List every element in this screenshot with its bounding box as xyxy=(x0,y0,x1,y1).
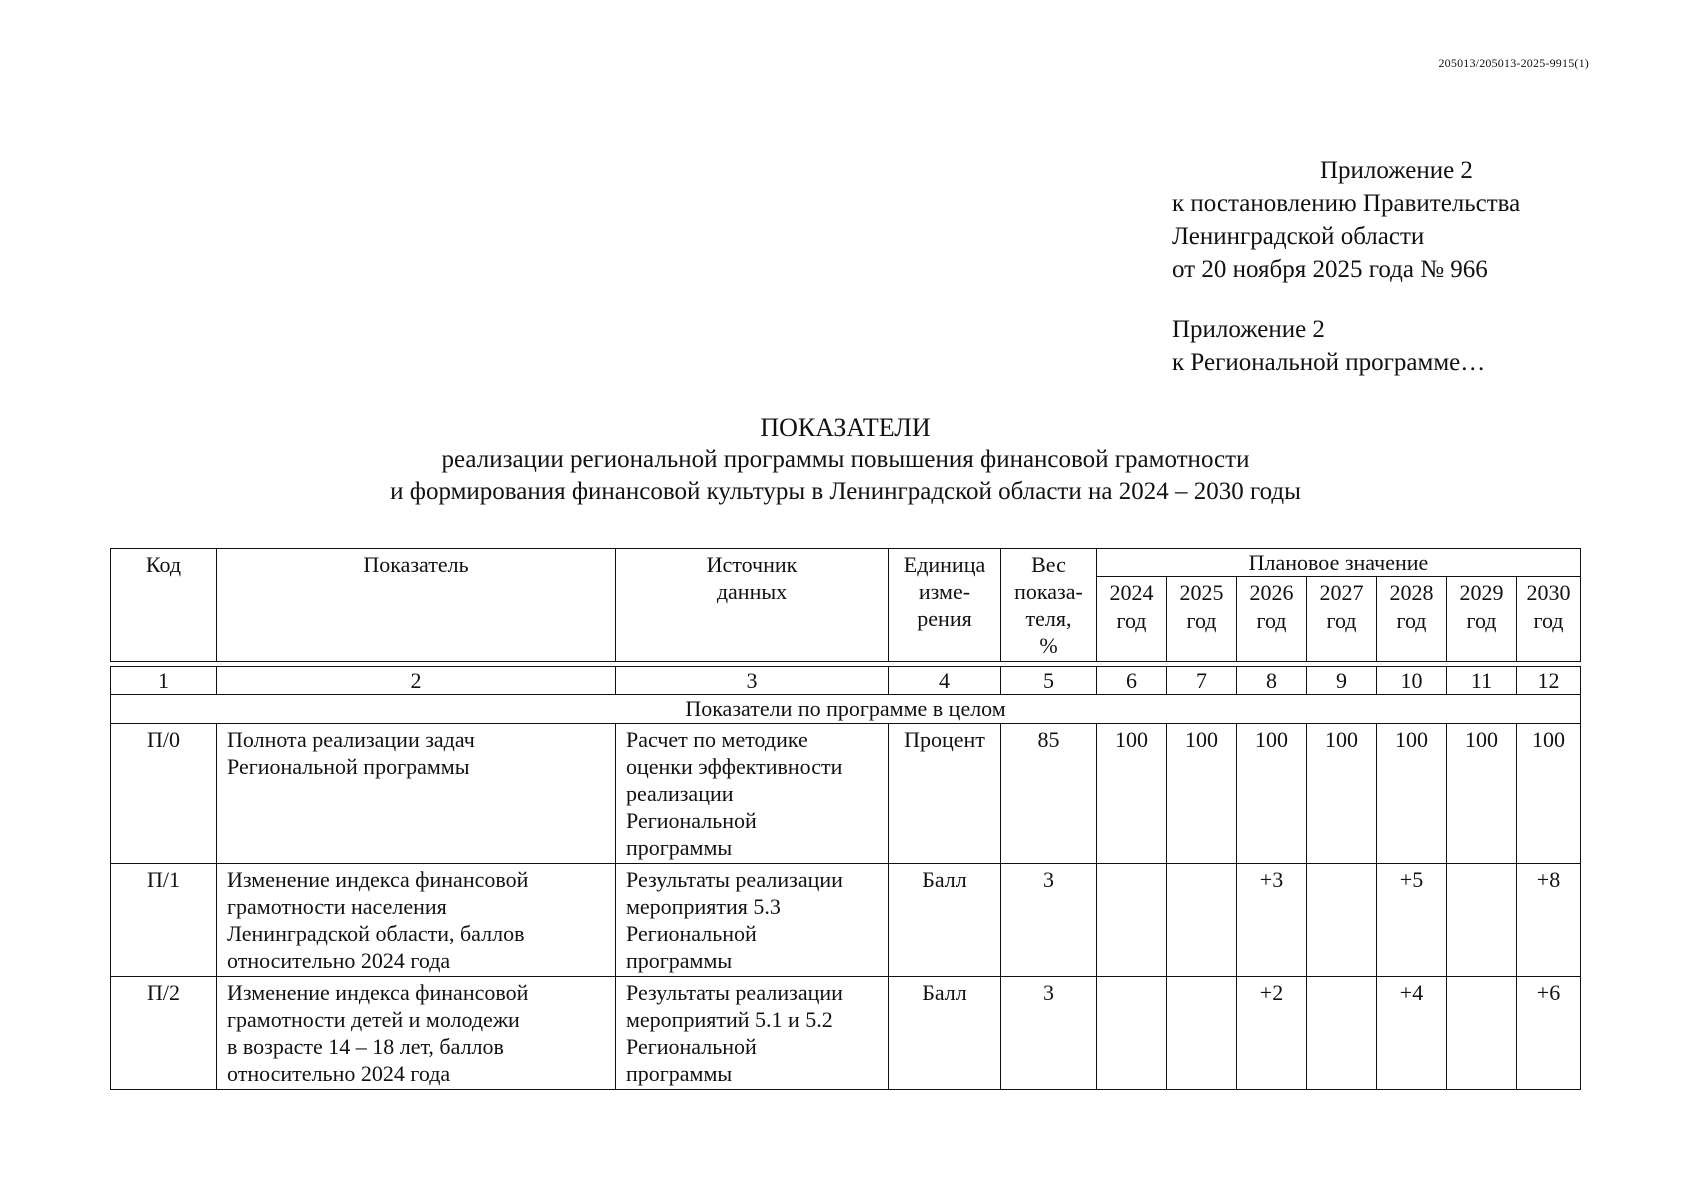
header-unit-line: изме- xyxy=(918,579,971,604)
row-source-line: оценки эффективности xyxy=(626,754,843,779)
row-value: 100 xyxy=(1307,724,1377,864)
column-number: 12 xyxy=(1517,667,1581,695)
row-indicator xyxy=(217,724,616,864)
row-source-line: мероприятия 5.3 xyxy=(626,894,781,919)
header-weight-line: Вес xyxy=(1031,552,1066,577)
table-row xyxy=(111,864,1581,977)
table-row xyxy=(111,724,1581,864)
row-value: 100 xyxy=(1447,724,1517,864)
row-source-line: Расчет по методике xyxy=(626,727,808,752)
header-year-number: 2030 xyxy=(1526,580,1571,605)
column-number: 2 xyxy=(217,667,616,695)
section-row xyxy=(111,695,1581,724)
row-indicator-line: Изменение индекса финансовой xyxy=(227,980,529,1005)
header-year-number: 2027 xyxy=(1319,580,1364,605)
row-value xyxy=(1307,864,1377,977)
row-indicator-line: Изменение индекса финансовой xyxy=(227,867,529,892)
row-indicator xyxy=(217,977,616,1090)
appendix-resolution-line: к постановлению Правительства xyxy=(1172,190,1521,217)
column-number: 7 xyxy=(1167,667,1237,695)
row-indicator-line: в возрасте 14 – 18 лет, баллов xyxy=(227,1034,504,1059)
row-source-line: Региональной xyxy=(626,1034,757,1059)
row-source-line: программы xyxy=(626,1061,733,1086)
header-year-word: год xyxy=(1396,608,1427,633)
header-year xyxy=(1517,577,1581,662)
appendix-program-line: Приложение 2 xyxy=(1172,316,1325,343)
appendix-resolution-line: Ленинградской области xyxy=(1172,223,1425,250)
row-weight: 85 xyxy=(1001,724,1097,864)
title-subtitle-line: реализации региональной программы повышения финансовой грамотности xyxy=(441,446,1250,473)
row-value: 100 xyxy=(1097,724,1167,864)
row-value xyxy=(1167,864,1237,977)
header-year-word: год xyxy=(1466,608,1497,633)
row-indicator-line: грамотности населения xyxy=(227,894,447,919)
header-year-number: 2024 xyxy=(1109,580,1154,605)
document-id: 205013/205013-2025-9915(1) xyxy=(1438,56,1589,70)
header-year xyxy=(1097,577,1167,662)
row-value xyxy=(1097,864,1167,977)
header-unit-line: рения xyxy=(917,606,972,631)
header-unit xyxy=(889,549,1001,662)
row-indicator-line: Региональной программы xyxy=(227,754,470,779)
row-unit: Балл xyxy=(889,977,1001,1090)
row-value: +3 xyxy=(1237,864,1307,977)
header-year-word: год xyxy=(1186,608,1217,633)
row-indicator-line: грамотности детей и молодежи xyxy=(227,1007,520,1032)
column-number: 6 xyxy=(1097,667,1167,695)
row-source-line: Результаты реализации xyxy=(626,867,843,892)
row-source-line: программы xyxy=(626,835,733,860)
row-value xyxy=(1307,977,1377,1090)
header-year-number: 2026 xyxy=(1249,580,1294,605)
row-indicator-line: Полнота реализации задач xyxy=(227,727,475,752)
row-indicator-line: относительно 2024 года xyxy=(227,1061,451,1086)
header-source-line: данных xyxy=(716,579,788,604)
row-unit: Балл xyxy=(889,864,1001,977)
header-year xyxy=(1237,577,1307,662)
header-source xyxy=(616,549,889,662)
column-number: 10 xyxy=(1377,667,1447,695)
row-unit: Процент xyxy=(889,724,1001,864)
row-value: +8 xyxy=(1517,864,1581,977)
appendix-program-block xyxy=(1172,313,1485,379)
document-title xyxy=(0,412,1691,508)
title-subtitle-line: и формирования финансовой культуры в Ленинградской области на 2024 – 2030 годы xyxy=(390,478,1301,505)
column-number: 8 xyxy=(1237,667,1307,695)
appendix-resolution-line: Приложение 2 xyxy=(1320,157,1473,184)
column-number: 1 xyxy=(111,667,217,695)
row-value: 100 xyxy=(1517,724,1581,864)
row-indicator-line: относительно 2024 года xyxy=(227,948,451,973)
header-weight-line: теля, xyxy=(1025,606,1072,631)
row-weight: 3 xyxy=(1001,864,1097,977)
column-numbers-row xyxy=(111,667,1581,695)
header-year-number: 2029 xyxy=(1459,580,1504,605)
row-source xyxy=(616,977,889,1090)
row-value: +6 xyxy=(1517,977,1581,1090)
column-number: 4 xyxy=(889,667,1001,695)
column-number: 11 xyxy=(1447,667,1517,695)
column-number: 3 xyxy=(616,667,889,695)
appendix-resolution-block xyxy=(1172,154,1520,286)
row-value: 100 xyxy=(1237,724,1307,864)
header-year xyxy=(1307,577,1377,662)
header-year-number: 2028 xyxy=(1389,580,1434,605)
header-year xyxy=(1447,577,1517,662)
column-number: 5 xyxy=(1001,667,1097,695)
row-source xyxy=(616,864,889,977)
header-weight-line: % xyxy=(1039,633,1058,658)
row-value xyxy=(1447,977,1517,1090)
row-value: 100 xyxy=(1377,724,1447,864)
row-weight: 3 xyxy=(1001,977,1097,1090)
header-planned: Плановое значение xyxy=(1097,549,1581,577)
row-code: П/2 xyxy=(111,977,217,1090)
row-value: +5 xyxy=(1377,864,1447,977)
row-source-line: программы xyxy=(626,948,733,973)
header-year-number: 2025 xyxy=(1179,580,1224,605)
row-code: П/0 xyxy=(111,724,217,864)
row-source-line: Региональной xyxy=(626,808,757,833)
table-row xyxy=(111,977,1581,1090)
row-value: 100 xyxy=(1167,724,1237,864)
row-value: +2 xyxy=(1237,977,1307,1090)
header-source-line: Источник xyxy=(706,552,798,577)
row-value: +4 xyxy=(1377,977,1447,1090)
appendix-program-line: к Региональной программе… xyxy=(1172,349,1486,376)
row-value xyxy=(1447,864,1517,977)
header-year-word: год xyxy=(1533,608,1564,633)
header-unit-line: Единица xyxy=(903,552,986,577)
column-number: 9 xyxy=(1307,667,1377,695)
header-year-word: год xyxy=(1326,608,1357,633)
header-year xyxy=(1377,577,1447,662)
row-source-line: мероприятий 5.1 и 5.2 xyxy=(626,1007,833,1032)
row-indicator xyxy=(217,864,616,977)
header-year-word: год xyxy=(1116,608,1147,633)
header-year-word: год xyxy=(1256,608,1287,633)
appendix-resolution-line: от 20 ноября 2025 года № 966 xyxy=(1172,256,1488,283)
header-code: Код xyxy=(111,549,217,662)
row-source-line: реализации xyxy=(626,781,734,806)
indicators-table xyxy=(110,548,1581,1090)
title-heading: ПОКАЗАТЕЛИ xyxy=(760,413,931,442)
row-source-line: Региональной xyxy=(626,921,757,946)
row-value xyxy=(1167,977,1237,1090)
section-title: Показатели по программе в целом xyxy=(111,695,1581,724)
row-value xyxy=(1097,977,1167,1090)
header-year xyxy=(1167,577,1237,662)
row-source xyxy=(616,724,889,864)
header-weight-line: показа- xyxy=(1014,579,1083,604)
row-source-line: Результаты реализации xyxy=(626,980,843,1005)
row-code: П/1 xyxy=(111,864,217,977)
header-indicator: Показатель xyxy=(217,549,616,662)
header-weight xyxy=(1001,549,1097,662)
row-indicator-line: Ленинградской области, баллов xyxy=(227,921,525,946)
